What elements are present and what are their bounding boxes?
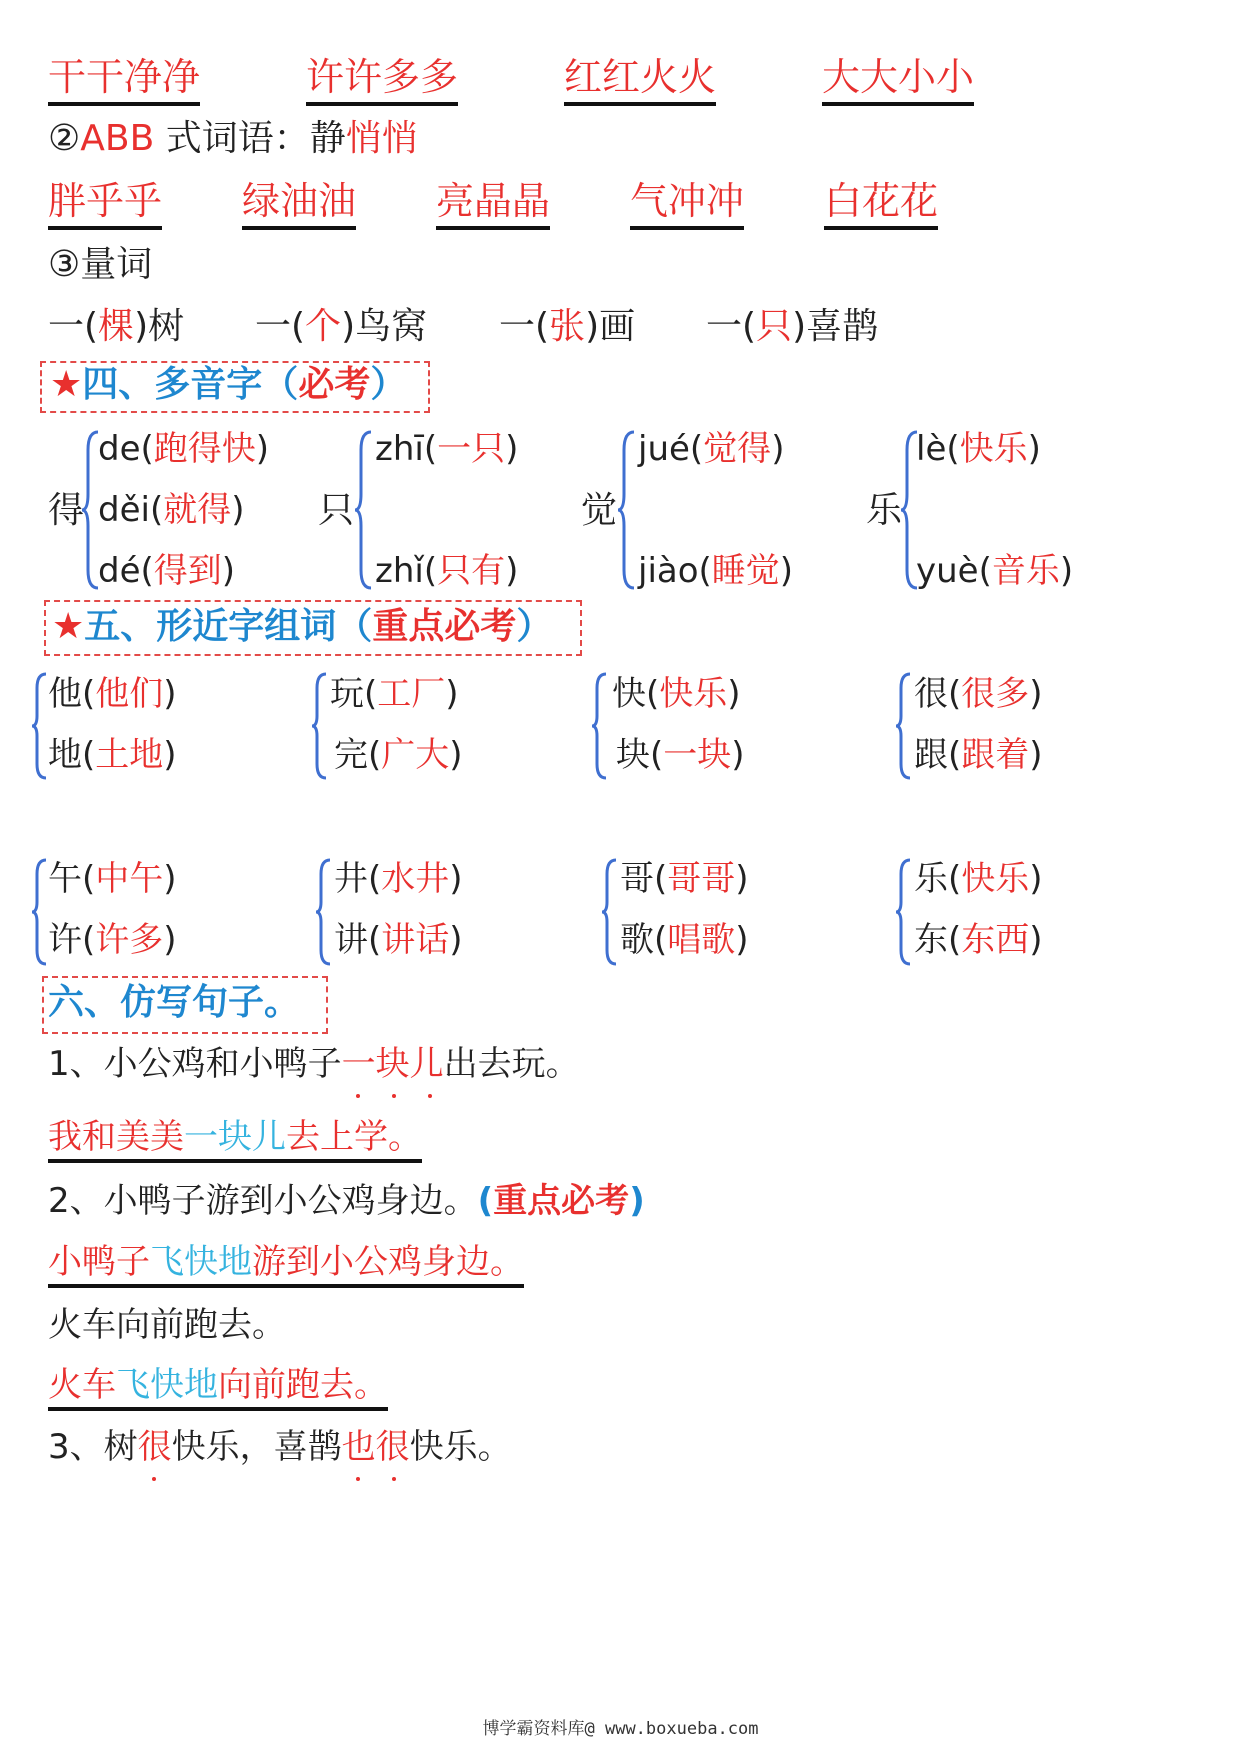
emphasis-dot [356,1094,360,1098]
reading-word: 只有 [437,551,506,591]
answer-2 [48,1243,524,1288]
answer-text: 我和美美 [48,1117,184,1157]
similar-pair-item: 许(许多) [48,920,177,960]
reading-word: 得到 [153,551,222,591]
pinyin: yuè [916,551,979,591]
sentence-text: 3、树 [48,1427,138,1467]
similar-word: 他们 [95,674,164,714]
pinyin: de [98,429,141,469]
polyphone-reading: jué(觉得) [638,429,785,469]
pinyin: zhī [375,429,424,469]
similar-char: 完 [334,735,368,775]
similar-pair-item: 歌(唱歌) [620,920,749,960]
similar-char: 跟 [914,735,948,775]
aabb-word: 红红火火 [564,56,716,106]
similar-word: 跟着 [961,735,1030,775]
measure-post: )树 [134,306,185,347]
aabb-word: 干干净净 [48,56,200,106]
key-word [138,1427,172,1467]
section4-title-text: 四、多音字 [82,364,263,405]
section6-title: 六、仿写句子。 [48,982,301,1023]
measure-word: 个 [305,306,342,347]
pinyin: zhǐ [375,551,424,591]
similar-char: 哥 [620,859,654,899]
measure-word: 棵 [98,306,135,347]
key-phrase [342,1427,410,1467]
measure-pre: 一( [499,306,550,347]
section4-title [50,364,406,405]
measure-pre: 一( [48,306,99,347]
abb-word: 亮晶晶 [436,180,550,230]
measure-word: 只 [756,306,793,347]
aabb-word: 大大小小 [822,56,974,106]
similar-char: 歌 [620,920,654,960]
sentence-2b: 火车向前跑去。 [48,1305,286,1345]
paren: （ [262,364,299,405]
similar-pair-item: 乐(快乐) [914,859,1043,899]
paren: ( [477,1181,494,1221]
abb-label-abb: ABB [80,118,155,159]
abb-word: 绿油油 [242,180,356,230]
sentence-2 [48,1182,645,1221]
similar-word: 水井 [381,859,450,899]
curly-brace [602,858,620,966]
similar-pair-item: 东(东西) [914,920,1043,960]
similar-char: 玩 [330,674,364,714]
abb-label-num: ② [48,118,81,159]
similar-char: 地 [48,735,82,775]
similar-char: 乐 [914,859,948,899]
answer-1 [48,1118,422,1163]
reading-word: 音乐 [991,551,1060,591]
sentence-text: 快乐，喜鹊 [171,1427,342,1467]
similar-char: 午 [48,859,82,899]
sentence-text: 快乐。 [409,1427,512,1467]
reading-word: 快乐 [959,429,1028,469]
answer-2b [48,1366,388,1411]
similar-pair-item: 玩(工厂) [330,674,459,714]
emphasis-dot [392,1477,396,1481]
answer-text: 游到小公鸡身边。 [252,1242,524,1282]
answer-key: 飞快地 [150,1242,252,1282]
pinyin: lè [916,429,947,469]
emphasis-dot [152,1477,156,1481]
similar-pair-item: 他(他们) [48,674,177,714]
sentence-note: 重点必考 [493,1181,630,1221]
measure-post: )画 [585,306,636,347]
similar-word: 快乐 [659,674,728,714]
section5-title [52,606,552,647]
emphasis-dot [392,1094,396,1098]
section5-note: 重点必考 [372,606,517,647]
similar-char: 块 [616,735,650,775]
similar-char: 东 [914,920,948,960]
reading-word: 觉得 [703,429,772,469]
key-word-text: 很 [137,1427,172,1467]
similar-char: 他 [48,674,82,714]
aabb-word: 许许多多 [306,56,458,106]
similar-word: 中午 [95,859,164,899]
answer-key: 一块儿 [184,1117,286,1157]
similar-char: 井 [334,859,368,899]
measure-pre: 一( [255,306,306,347]
star-icon: ★ [50,364,83,405]
similar-word: 讲话 [381,920,450,960]
sentence-text: 出去玩。 [443,1044,580,1084]
sentence-text: 1、小公鸡和小鸭子 [48,1044,342,1084]
similar-pair-item: 午(中午) [48,859,177,899]
similar-word: 很多 [961,674,1030,714]
emphasis-dot [428,1094,432,1098]
paren: （ [336,606,373,647]
polyphone-reading: zhǐ(只有) [375,551,519,591]
star-icon: ★ [52,606,85,647]
similar-char: 讲 [334,920,368,960]
similar-pair-item: 讲(讲话) [334,920,463,960]
polyphone-char: 只 [318,490,355,531]
similar-char: 很 [914,674,948,714]
polyphone-reading: lè(快乐) [916,429,1041,469]
measure-pre: 一( [706,306,757,347]
measure-item [255,306,427,347]
similar-char: 快 [612,674,646,714]
sentence-3 [48,1428,512,1467]
pinyin: děi [98,490,150,530]
similar-word: 工厂 [377,674,446,714]
pinyin: jué [638,429,690,469]
polyphone-char: 乐 [866,490,903,531]
curly-brace [312,672,330,780]
abb-word: 白花花 [824,180,938,230]
answer-text: 去上学。 [286,1117,422,1157]
curly-brace [896,672,914,780]
similar-word: 唱歌 [667,920,736,960]
curly-brace [355,430,375,590]
polyphone-reading: dé(得到) [98,551,236,591]
key-phrase-text: 也很 [341,1427,410,1467]
reading-word: 就得 [163,490,232,530]
reading-word: 一只 [437,429,506,469]
polyphone-reading: děi(就得) [98,490,245,530]
similar-word: 广大 [381,735,450,775]
measure-post: )鸟窝 [341,306,428,347]
answer-text: 火车 [48,1365,116,1405]
abb-label-rest: 式词语：静 [154,118,346,159]
pinyin: jiào [638,551,699,591]
polyphone-reading: de(跑得快) [98,429,270,469]
pinyin: dé [98,551,141,591]
polyphone-reading: zhī(一只) [375,429,519,469]
section4-note: 必考 [298,364,371,405]
abb-word: 胖乎乎 [48,180,162,230]
curly-brace [316,858,334,966]
polyphone-reading: yuè(音乐) [916,551,1074,591]
answer-key: 飞快地 [116,1365,218,1405]
polyphone-char: 觉 [581,490,618,531]
similar-pair-item: 快(快乐) [612,674,741,714]
key-phrase-text: 一块儿 [341,1044,444,1084]
paren: ） [516,606,553,647]
curly-brace [618,430,638,590]
measure-post: )喜鹊 [792,306,879,347]
abb-label [48,118,418,159]
measure-item [706,306,878,347]
similar-pair-item: 地(土地) [48,735,177,775]
reading-word: 跑得快 [153,429,256,469]
polyphone-reading: jiào(睡觉) [638,551,794,591]
answer-text: 小鸭子 [48,1242,150,1282]
curly-brace [592,672,610,780]
footer-watermark: 博学霸资料库@ www.boxueba.com [482,1719,759,1739]
key-phrase [342,1044,444,1084]
measure-label: ③量词 [48,244,153,285]
similar-word: 哥哥 [667,859,736,899]
sentence-1 [48,1045,580,1084]
similar-pair-item: 哥(哥哥) [620,859,749,899]
sentence-text: 2、小鸭子游到小公鸡身边。 [48,1181,478,1221]
similar-word: 快乐 [961,859,1030,899]
similar-pair-item: 完(广大) [334,735,463,775]
abb-word: 气冲冲 [630,180,744,230]
paren: ） [370,364,407,405]
reading-word: 睡觉 [711,551,780,591]
similar-word: 许多 [95,920,164,960]
similar-pair-item: 块(一块) [616,735,745,775]
similar-pair-item: 很(很多) [914,674,1043,714]
abb-example: 悄悄 [345,118,418,159]
similar-pair-item: 跟(跟着) [914,735,1043,775]
emphasis-dot [356,1477,360,1481]
similar-word: 一块 [663,735,732,775]
polyphone-char: 得 [48,490,85,531]
answer-text: 向前跑去。 [218,1365,388,1405]
measure-item [499,306,635,347]
paren: ) [629,1181,645,1221]
measure-item [48,306,184,347]
curly-brace [896,858,914,966]
similar-word: 东西 [961,920,1030,960]
measure-word: 张 [549,306,586,347]
section5-title-text: 五、形近字组词 [84,606,337,647]
similar-word: 土地 [95,735,164,775]
similar-pair-item: 井(水井) [334,859,463,899]
similar-char: 许 [48,920,82,960]
